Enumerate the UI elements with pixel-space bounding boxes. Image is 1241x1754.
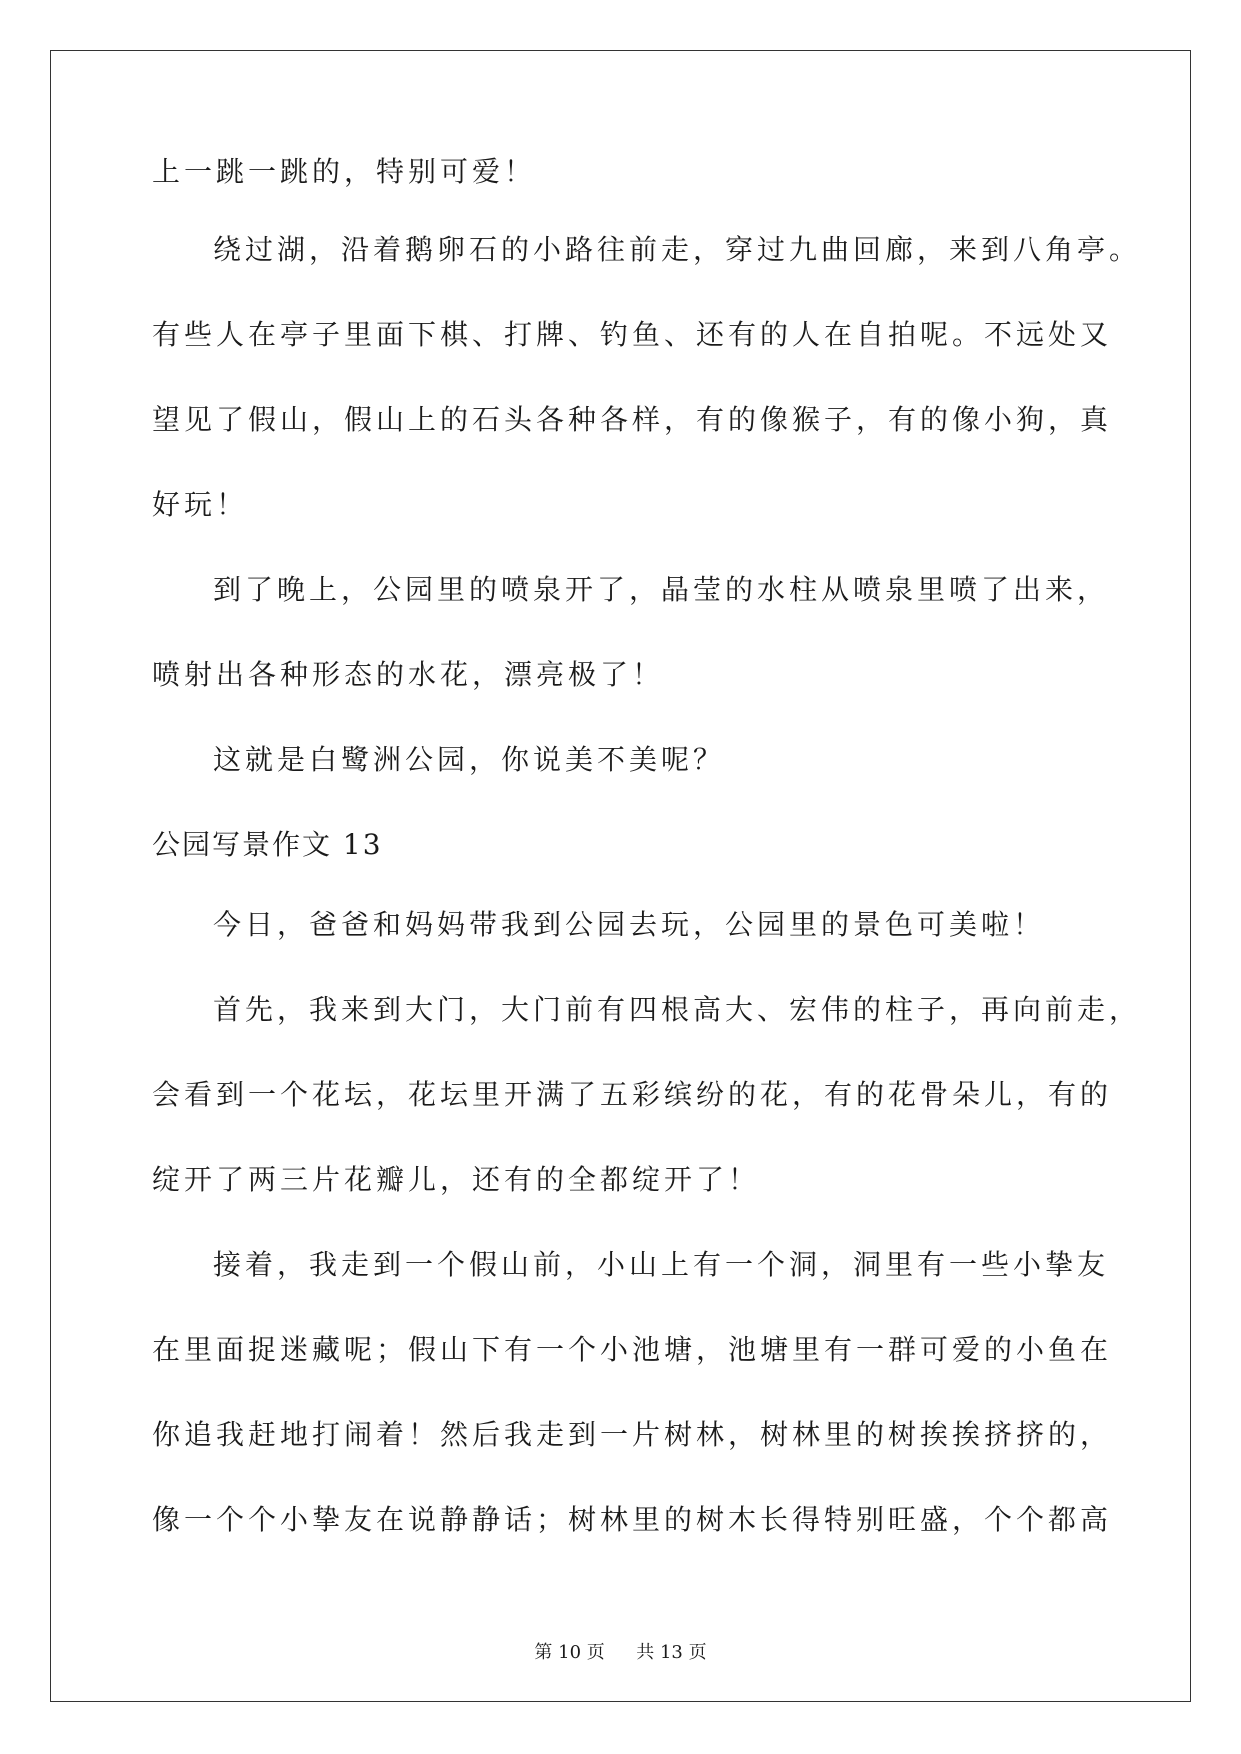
section-heading: 公园写景作文 13 — [152, 828, 383, 861]
text-line: 有些人在亭子里面下棋、打牌、钓鱼、还有的人在自拍呢。不远处又 — [152, 318, 1113, 351]
text-line: 好玩！ — [152, 488, 249, 521]
paragraph-first-line: 绕过湖，沿着鹅卵石的小路往前走，穿过九曲回廊，来到八角亭。 — [213, 233, 1142, 266]
page-footer — [0, 1641, 1241, 1665]
page-total: 共 13 页 — [636, 1642, 707, 1663]
text-line: 会看到一个花坛，花坛里开满了五彩缤纷的花，有的花骨朵儿，有的 — [152, 1078, 1113, 1111]
text-line: 上一跳一跳的，特别可爱！ — [152, 155, 537, 188]
paragraph-first-line: 到了晚上，公园里的喷泉开了，晶莹的水柱从喷泉里喷了出来， — [213, 573, 1110, 606]
document-body — [152, 152, 1142, 1585]
text-line: 在里面捉迷藏呢；假山下有一个小池塘，池塘里有一群可爱的小鱼在 — [152, 1333, 1113, 1366]
text-line: 像一个个小挚友在说静静话；树林里的树木长得特别旺盛，个个都高 — [152, 1503, 1113, 1536]
paragraph-first-line: 首先，我来到大门，大门前有四根高大、宏伟的柱子，再向前走， — [213, 993, 1142, 1026]
paragraph-first-line: 接着，我走到一个假山前，小山上有一个洞，洞里有一些小挚友 — [213, 1248, 1110, 1281]
paragraph-first-line: 这就是白鹭洲公园，你说美不美呢？ — [213, 743, 726, 776]
text-line: 望见了假山，假山上的石头各种各样，有的像猴子，有的像小狗，真 — [152, 403, 1113, 436]
page-number: 第 10 页 — [534, 1642, 605, 1663]
paragraph-first-line: 今日，爸爸和妈妈带我到公园去玩，公园里的景色可美啦！ — [213, 908, 1046, 941]
text-line: 你追我赶地打闹着！然后我走到一片树林，树林里的树挨挨挤挤的， — [152, 1418, 1113, 1451]
text-line: 喷射出各种形态的水花，漂亮极了！ — [152, 658, 665, 691]
text-line: 绽开了两三片花瓣儿，还有的全都绽开了！ — [152, 1163, 761, 1196]
